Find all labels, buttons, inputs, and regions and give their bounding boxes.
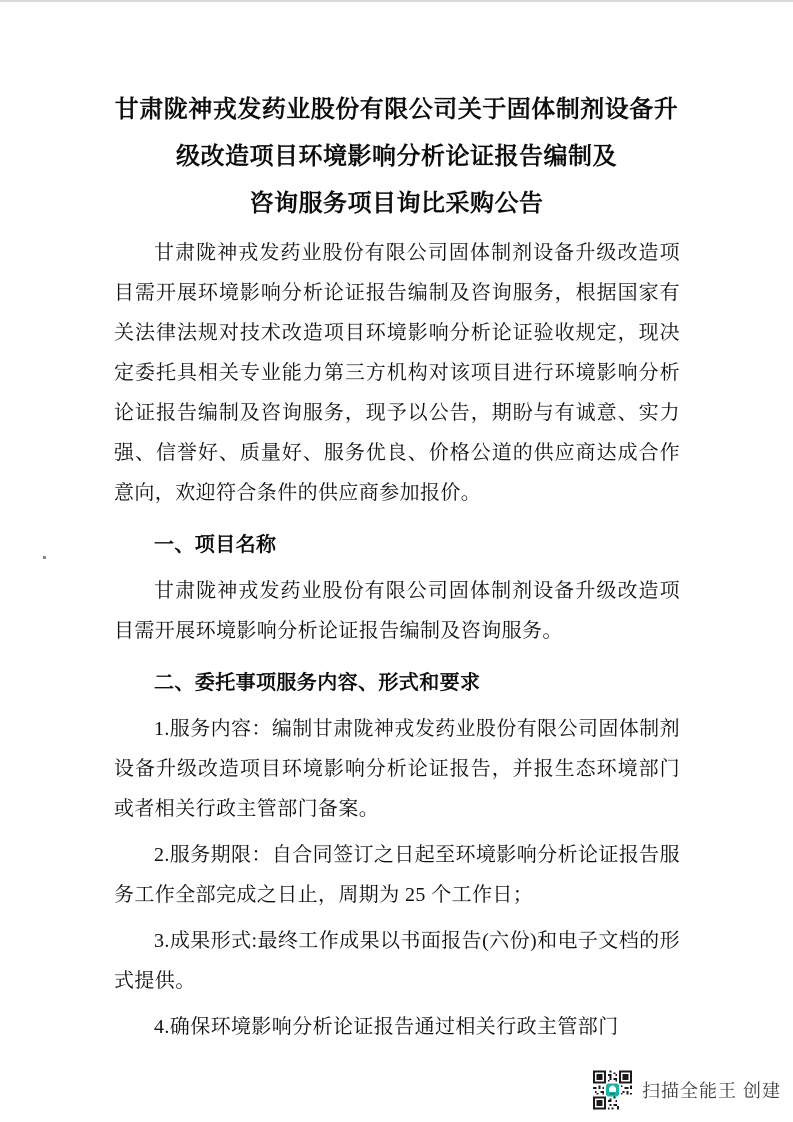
document-title [90,0,703,227]
watermark-label: 扫描全能王 创建 [642,1081,782,1101]
title-line-2: 级改造项目环境影响分析论证报告编制及 [176,143,617,170]
body-paragraph: 甘肃陇神戎发药业股份有限公司固体制剂设备升级改造项目需开展环境影响分析论证报告编制及咨询服务，根据国家有关法律法规对技术改造项目环境影响分析论证验收规定，现决定委托具相关专业能力第三方机构对该项目进行环境影响分析论证报告编制及咨询服务，现予以公告，期盼与有诚意、实力强、信誉好、质量好、服务优良、价格公道的供应商达成合作意向，欢迎符合条件的供应商参加报价。 [114,242,680,504]
body-paragraph: 3.成果形式:最终工作成果以书面报告(六份)和电子文档的形式提供。 [114,930,680,992]
title-line-3: 咨询服务项目询比采购公告 [249,190,544,217]
body-paragraph: 2.服务期限：自合同签订之日起至环境影响分析论证报告服务工作全部完成之日止，周期为 25 个工作日； [114,844,680,906]
camscanner-watermark [593,1068,781,1112]
section-heading: 一、项目名称 [154,534,277,556]
qr-code-icon [593,1068,632,1112]
section-heading: 二、委托事项服务内容、形式和要求 [154,672,481,694]
title-line-1: 甘肃陇神戎发药业股份有限公司关于固体制剂设备升 [114,96,679,123]
body-paragraph: 1.服务内容：编制甘肃陇神戎发药业股份有限公司固体制剂设备升级改造项目环境影响分析论证报告，并报生态环境部门或者相关行政主管部门备案。 [114,718,680,820]
body-paragraph: 4.确保环境影响分析论证报告通过相关行政主管部门 [154,1016,619,1038]
scan-edge-artifact [0,0,793,2]
body-paragraph: 甘肃陇神戎发药业股份有限公司固体制剂设备升级改造项目需开展环境影响分析论证报告编制及咨询服务。 [114,580,680,642]
scan-speck-artifact [43,556,46,559]
document-body [114,233,680,1047]
